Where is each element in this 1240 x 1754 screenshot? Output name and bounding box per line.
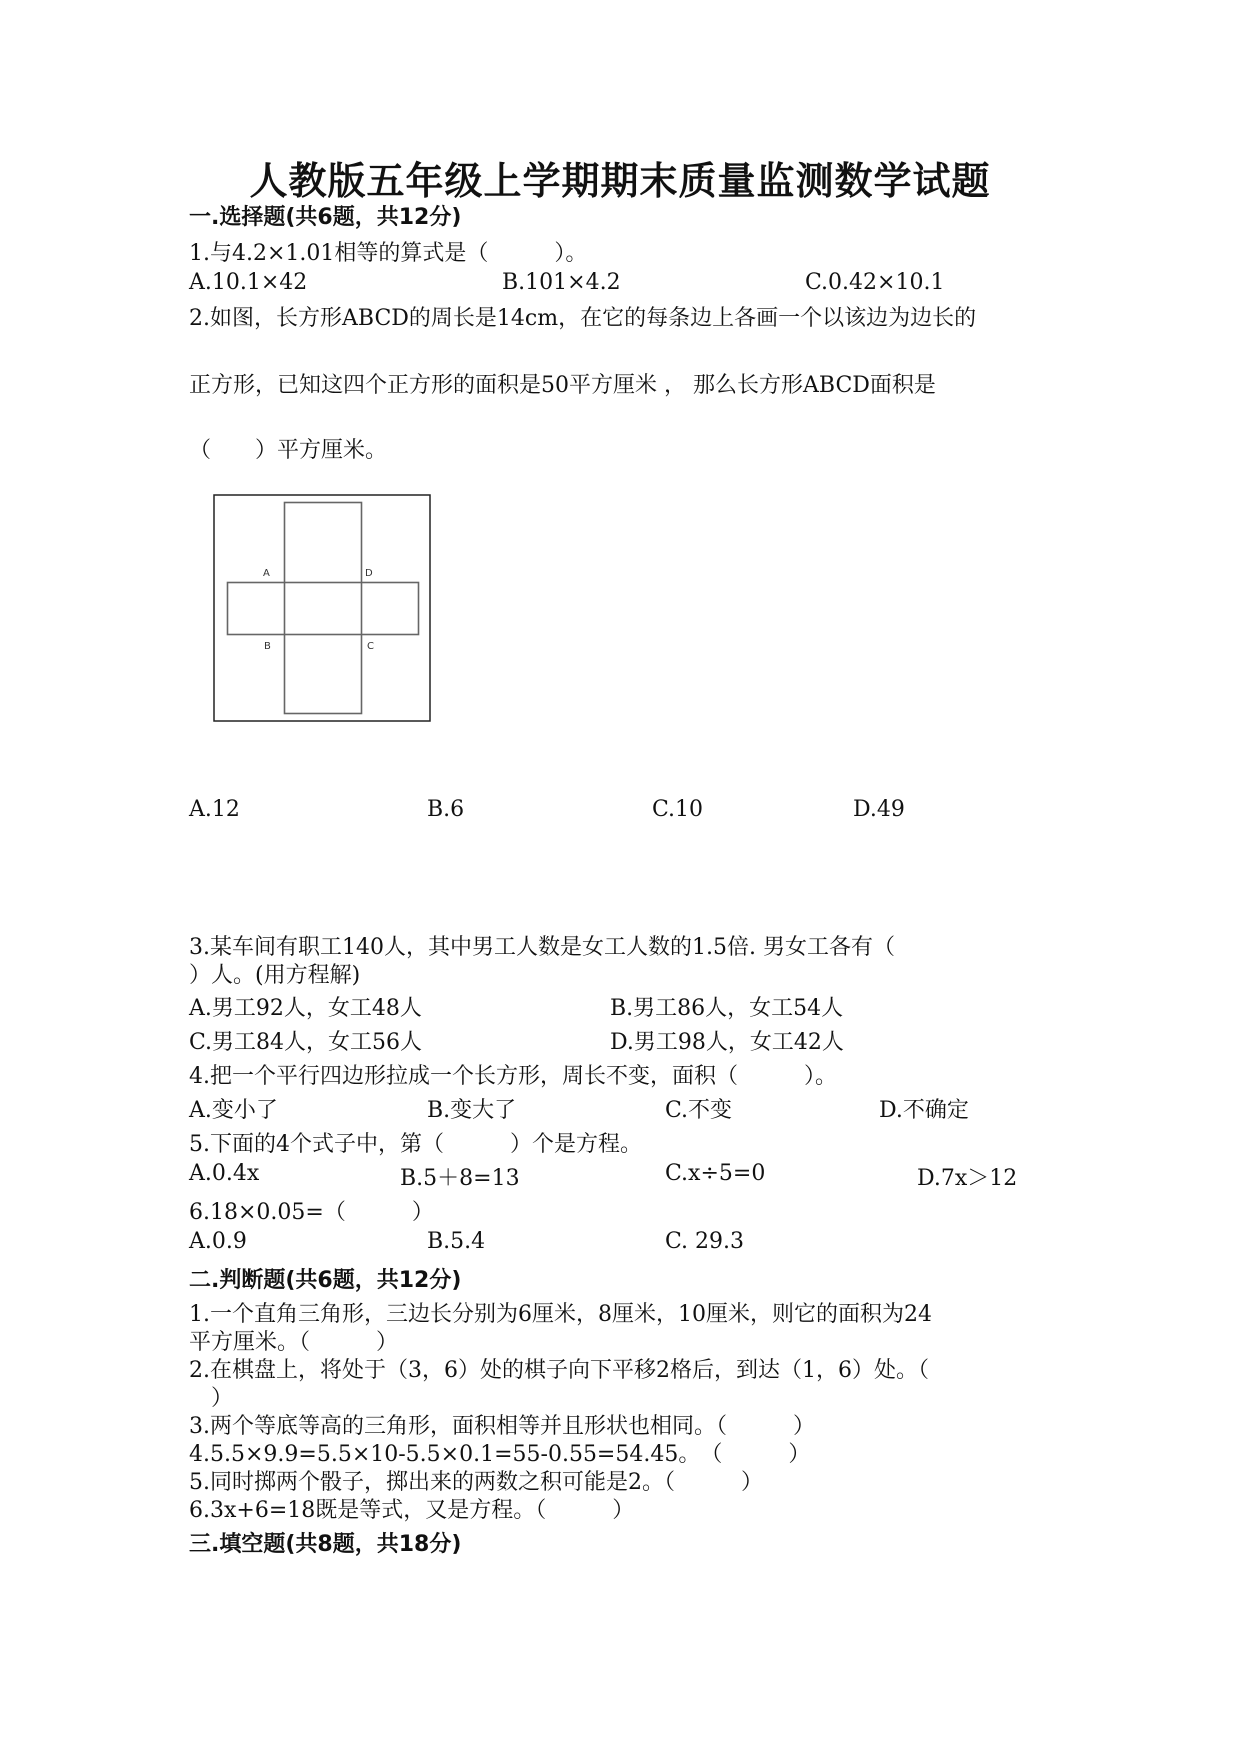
question-4-text: 4.把一个平行四边形拉成一个长方形，周长不变，面积（ ）。 bbox=[189, 1064, 837, 1089]
q4-option-d: D.不确定 bbox=[879, 1098, 969, 1123]
judge-line-5: 3.两个等底等高的三角形，面积相等并且形状也相同。（ ） bbox=[189, 1414, 815, 1439]
page-title: 人教版五年级上学期期末质量监测数学试题 bbox=[249, 159, 991, 203]
q4-option-c: C.不变 bbox=[665, 1098, 733, 1123]
q5-option-b: B.5＋8=13 bbox=[400, 1166, 520, 1191]
q1-option-b: B.101×4.2 bbox=[502, 270, 621, 295]
judge-line-4: ） bbox=[189, 1386, 234, 1411]
q3-option-d: D.男工98人，女工42人 bbox=[610, 1030, 844, 1055]
q1-option-a: A.10.1×42 bbox=[189, 270, 308, 295]
judge-line-8: 6.3x+6=18既是等式，又是方程。（ ） bbox=[189, 1498, 635, 1523]
cross-squares-figure bbox=[213, 494, 431, 722]
q6-option-b: B.5.4 bbox=[427, 1229, 486, 1254]
q3-option-c: C.男工84人，女工56人 bbox=[189, 1030, 423, 1055]
q6-option-a: A.0.9 bbox=[189, 1229, 247, 1254]
q5-option-c: C.x÷5=0 bbox=[665, 1161, 766, 1186]
q6-option-c: C. 29.3 bbox=[665, 1229, 745, 1254]
q2-option-d: D.49 bbox=[853, 797, 905, 822]
question-2-line-3: （ ）平方厘米。 bbox=[189, 438, 388, 463]
section-2-heading: 二.判断题(共6题，共12分) bbox=[189, 1268, 462, 1293]
judge-line-2: 平方厘米。（ ） bbox=[189, 1330, 399, 1355]
judge-line-1: 1.一个直角三角形，三边长分别为6厘米，8厘米，10厘米，则它的面积为24 bbox=[189, 1302, 932, 1327]
label-d: D bbox=[365, 568, 373, 579]
question-3-line-1: 3.某车间有职工140人，其中男工人数是女工人数的1.5倍. 男女工各有（ bbox=[189, 935, 895, 960]
q2-option-b: B.6 bbox=[427, 797, 465, 822]
label-c: C bbox=[367, 641, 374, 652]
question-2-line-2: 正方形，已知这四个正方形的面积是50平方厘米 ， 那么长方形ABCD面积是 bbox=[189, 373, 936, 398]
judge-line-7: 5.同时掷两个骰子，掷出来的两数之积可能是2。（ ） bbox=[189, 1470, 763, 1495]
label-a: A bbox=[263, 568, 270, 579]
judge-line-6: 4.5.5×9.9=5.5×10-5.5×0.1=55-0.55=54.45。 （ ） bbox=[189, 1442, 811, 1467]
question-2-line-1: 2.如图，长方形ABCD的周长是14cm，在它的每条边上各画一个以该边为边长的 bbox=[189, 306, 977, 331]
q2-option-c: C.10 bbox=[652, 797, 704, 822]
q5-option-d: D.7x＞12 bbox=[917, 1166, 1018, 1191]
question-6-text: 6.18×0.05=（ ） bbox=[189, 1200, 434, 1225]
q4-option-b: B.变大了 bbox=[427, 1098, 517, 1123]
q3-option-b: B.男工86人，女工54人 bbox=[610, 996, 844, 1021]
q4-option-a: A.变小了 bbox=[189, 1098, 278, 1123]
q1-option-c: C.0.42×10.1 bbox=[805, 270, 945, 295]
figure-frame bbox=[214, 495, 430, 721]
question-5-text: 5.下面的4个式子中，第（ ）个是方程。 bbox=[189, 1132, 642, 1157]
question-1-text: 1.与4.2×1.01相等的算式是（ ）。 bbox=[189, 241, 588, 266]
q3-option-a: A.男工92人，女工48人 bbox=[189, 996, 422, 1021]
section-1-heading: 一.选择题(共6题，共12分) bbox=[189, 205, 462, 230]
q2-option-a: A.12 bbox=[189, 797, 240, 822]
question-3-line-2: ）人。(用方程解) bbox=[189, 963, 361, 988]
judge-line-3: 2.在棋盘上，将处于（3，6）处的棋子向下平移2格后，到达（1，6）处。（ bbox=[189, 1358, 929, 1383]
q5-option-a: A.0.4x bbox=[189, 1161, 260, 1186]
label-b: B bbox=[264, 641, 271, 652]
section-3-heading: 三.填空题(共8题，共18分) bbox=[189, 1532, 462, 1557]
